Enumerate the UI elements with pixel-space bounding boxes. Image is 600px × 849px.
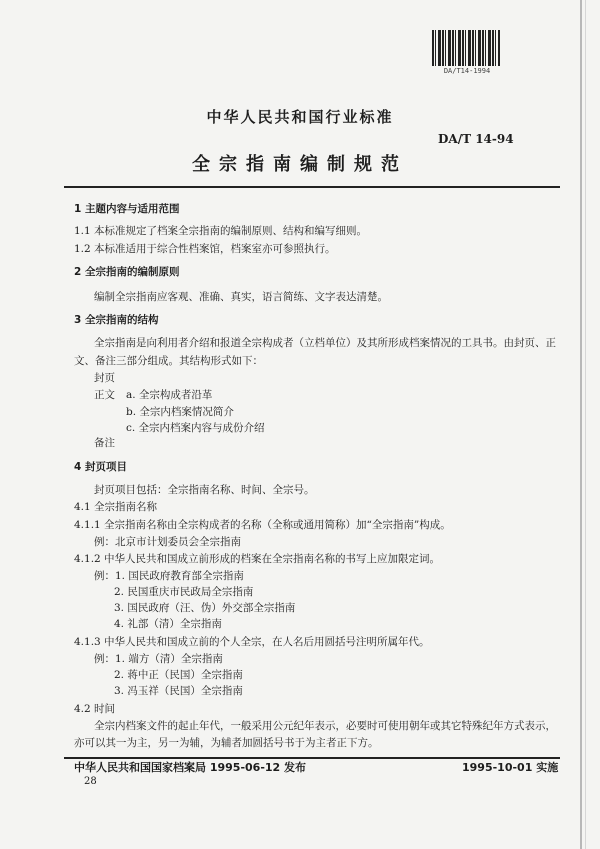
section-3-heading: 3 全宗指南的结构 — [74, 314, 159, 326]
clause-4-1-1: 4.1.1 全宗指南名称由全宗构成者的名称（全称或通用简称）加“全宗指南”构成。 — [74, 519, 451, 531]
footer-rule — [64, 757, 560, 759]
document-title: 全宗指南编制规范 — [192, 154, 408, 175]
clause-4-2: 4.2 时间 — [74, 703, 116, 715]
section-2-paragraph: 编制全宗指南应客观、准确、真实，语言简练、文字表达清楚。 — [94, 291, 388, 303]
clause-4-1-3-example-1: 例：1. 端方（清）全宗指南 — [94, 653, 223, 665]
clause-1-1: 1.1 本标准规定了档案全宗指南的编制原则、结构和编写细则。 — [74, 225, 368, 237]
section-4-heading: 4 封页项目 — [74, 461, 127, 473]
clause-4-1-1-example: 例：北京市计划委员会全宗指南 — [94, 536, 241, 548]
section-3-paragraph-line2: 文、备注三部分组成。其结构形式如下： — [74, 355, 263, 367]
clause-4-1-3-example-2: 2. 蒋中正（民国）全宗指南 — [114, 669, 243, 681]
clause-4-1-2-example-4: 4. 礼部（清）全宗指南 — [114, 618, 222, 630]
clause-4-1-2-example-3: 3. 国民政府（汪、伪）外交部全宗指南 — [114, 602, 296, 614]
clause-4-1-3: 4.1.3 中华人民共和国成立前的个人全宗，在人名后用圆括号注明所属年代。 — [74, 636, 430, 648]
structure-cover: 封页 — [94, 372, 115, 384]
standard-class-heading: 中华人民共和国行业标准 — [206, 108, 394, 126]
header-rule — [64, 186, 560, 188]
clause-4-1-3-example-3: 3. 冯玉祥（民国）全宗指南 — [114, 685, 243, 697]
clause-4-2-paragraph-line1: 全宗内档案文件的起止年代，一般采用公元纪年表示，必要时可使用朝年或其它特殊纪年方式表示， — [94, 720, 556, 732]
scan-edge-line — [580, 0, 582, 849]
effective-date: 1995-10-01 实施 — [462, 761, 559, 774]
section-1-heading: 1 主题内容与适用范围 — [74, 203, 180, 215]
issue-date: 中华人民共和国国家档案局 1995-06-12 发布 — [74, 761, 307, 774]
structure-notes: 备注 — [94, 437, 115, 449]
clause-4-1-2: 4.1.2 中华人民共和国成立前形成的档案在全宗指南名称的书写上应加限定词。 — [74, 553, 441, 565]
barcode-image — [432, 30, 500, 66]
clause-4-1-2-example-1: 例：1. 国民政府教育部全宗指南 — [94, 570, 244, 582]
clause-1-2: 1.2 本标准适用于综合性档案馆，档案室亦可参照执行。 — [74, 243, 336, 255]
section-4-paragraph: 封页项目包括：全宗指南名称、时间、全宗号。 — [94, 484, 315, 496]
section-2-heading: 2 全宗指南的编制原则 — [74, 266, 180, 278]
barcode-code: DA/T14-1994 — [443, 67, 491, 75]
structure-body-label: 正文 — [94, 389, 115, 401]
standard-number: DA/T 14-94 — [438, 132, 514, 146]
scan-edge-line-secondary — [585, 0, 586, 849]
section-3-paragraph-line1: 全宗指南是向利用者介绍和报道全宗构成者（立档单位）及其所形成档案情况的工具书。由封页、正 — [94, 337, 556, 349]
structure-item-b: b. 全宗内档案情况简介 — [126, 406, 234, 418]
page-number: 28 — [84, 776, 97, 787]
clause-4-1: 4.1 全宗指南名称 — [74, 501, 158, 513]
clause-4-2-paragraph-line2: 亦可以其一为主，另一为辅，为辅者加圆括号书于为主者正下方。 — [74, 737, 379, 749]
clause-4-1-2-example-2: 2. 民国重庆市民政局全宗指南 — [114, 586, 254, 598]
structure-item-c: c. 全宗内档案内容与成份介绍 — [126, 422, 265, 434]
structure-item-a: a. 全宗构成者沿革 — [126, 389, 213, 401]
